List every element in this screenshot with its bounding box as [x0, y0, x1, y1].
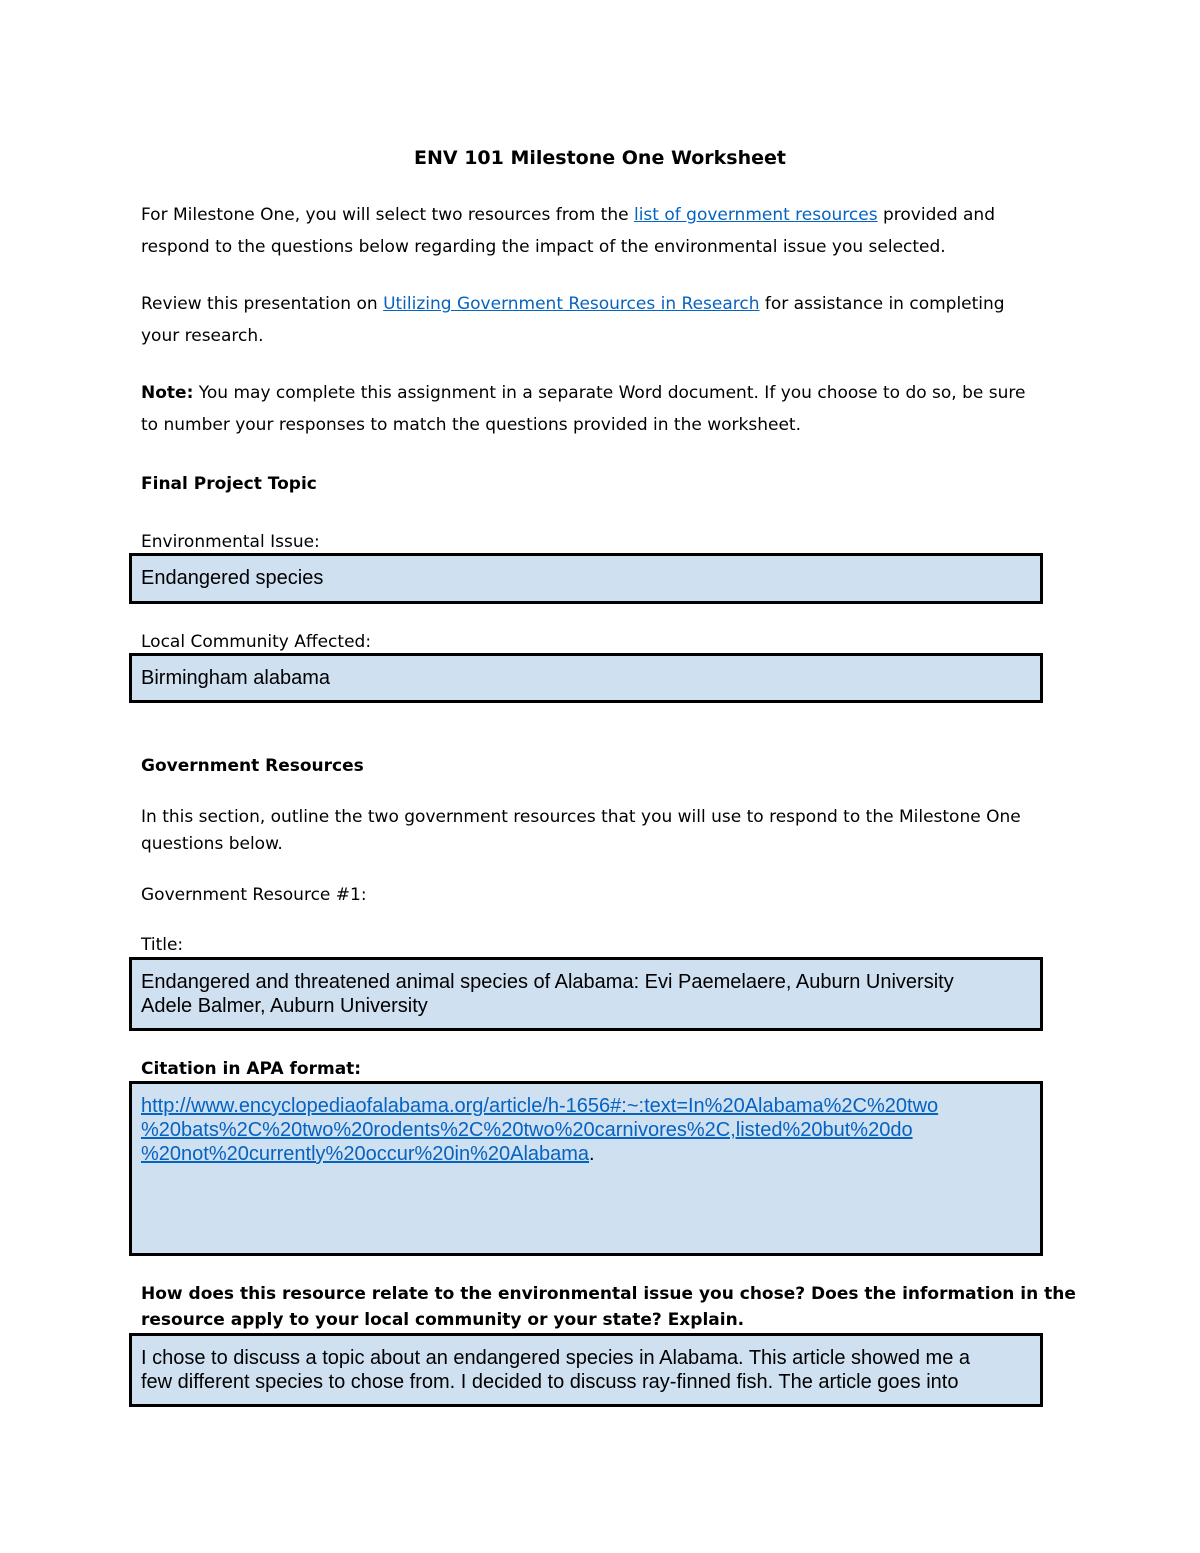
intro-text-b: provided and — [877, 205, 996, 225]
relate-answer-line2: few different species to chose from. I decided to discuss ray-finned fish. The article goes into — [141, 1371, 959, 1393]
citation-period: . — [589, 1143, 595, 1165]
final-project-heading: Final Project Topic — [141, 474, 317, 494]
intro-paragraph-line1 — [141, 207, 995, 224]
resource-title-field[interactable] — [129, 957, 1043, 1031]
resource-title-line2: Adele Balmer, Auburn University — [141, 995, 428, 1017]
note-paragraph-line1 — [141, 385, 1025, 402]
section-instructions-line1: In this section, outline the two government resources that you will use to respond to the Milestone One — [141, 807, 1021, 827]
citation-label: Citation in APA format: — [141, 1059, 362, 1079]
government-resources-heading: Government Resources — [141, 756, 364, 776]
relate-answer-line1: I chose to discuss a topic about an endangered species in Alabama. This article showed me a — [141, 1347, 971, 1369]
page-title: ENV 101 Milestone One Worksheet — [414, 147, 786, 169]
title-label: Title: — [141, 935, 184, 955]
presentation-link[interactable]: Utilizing Government Resources in Research — [383, 294, 760, 314]
resource1-label: Government Resource #1: — [141, 885, 367, 905]
citation-url-line2[interactable]: %20bats%2C%20two%20rodents%2C%20two%20carnivores%2C,listed%20but%20do — [141, 1119, 913, 1141]
local-community-value: Birmingham alabama — [141, 667, 330, 689]
note-label: Note: — [141, 383, 194, 403]
local-community-label: Local Community Affected: — [141, 632, 372, 652]
note-paragraph-line2: to number your responses to match the questions provided in the worksheet. — [141, 415, 801, 435]
intro-text-a: For Milestone One, you will select two resources from the — [141, 205, 634, 225]
review-text-b: for assistance in completing — [759, 294, 1005, 314]
review-paragraph-line1 — [141, 296, 1005, 313]
note-text: You may complete this assignment in a separate Word document. If you choose to do so, be sure — [193, 383, 1026, 403]
environmental-issue-field[interactable] — [129, 553, 1043, 604]
citation-url-line3[interactable]: %20not%20currently%20occur%20in%20Alabama — [141, 1143, 590, 1165]
citation-field[interactable] — [129, 1081, 1043, 1256]
environmental-issue-value: Endangered species — [141, 567, 324, 589]
intro-paragraph-line2: respond to the questions below regarding the impact of the environmental issue you selected. — [141, 237, 946, 257]
relate-question-line1: How does this resource relate to the environmental issue you chose? Does the information in the — [141, 1284, 1076, 1304]
review-paragraph-line2: your research. — [141, 326, 264, 346]
citation-url-line1[interactable]: http://www.encyclopediaofalabama.org/article/h-1656#:~:text=In%20Alabama%2C%20two — [141, 1095, 939, 1117]
relate-answer-field[interactable] — [129, 1333, 1043, 1407]
local-community-field[interactable] — [129, 653, 1043, 703]
section-instructions-line2: questions below. — [141, 834, 283, 854]
relate-question-line2: resource apply to your local community or your state? Explain. — [141, 1310, 745, 1330]
resource-title-line1: Endangered and threatened animal species of Alabama: Evi Paemelaere, Auburn University — [141, 971, 954, 993]
environmental-issue-label: Environmental Issue: — [141, 532, 320, 552]
government-resources-link[interactable]: list of government resources — [633, 205, 878, 225]
review-text-a: Review this presentation on — [141, 294, 384, 314]
